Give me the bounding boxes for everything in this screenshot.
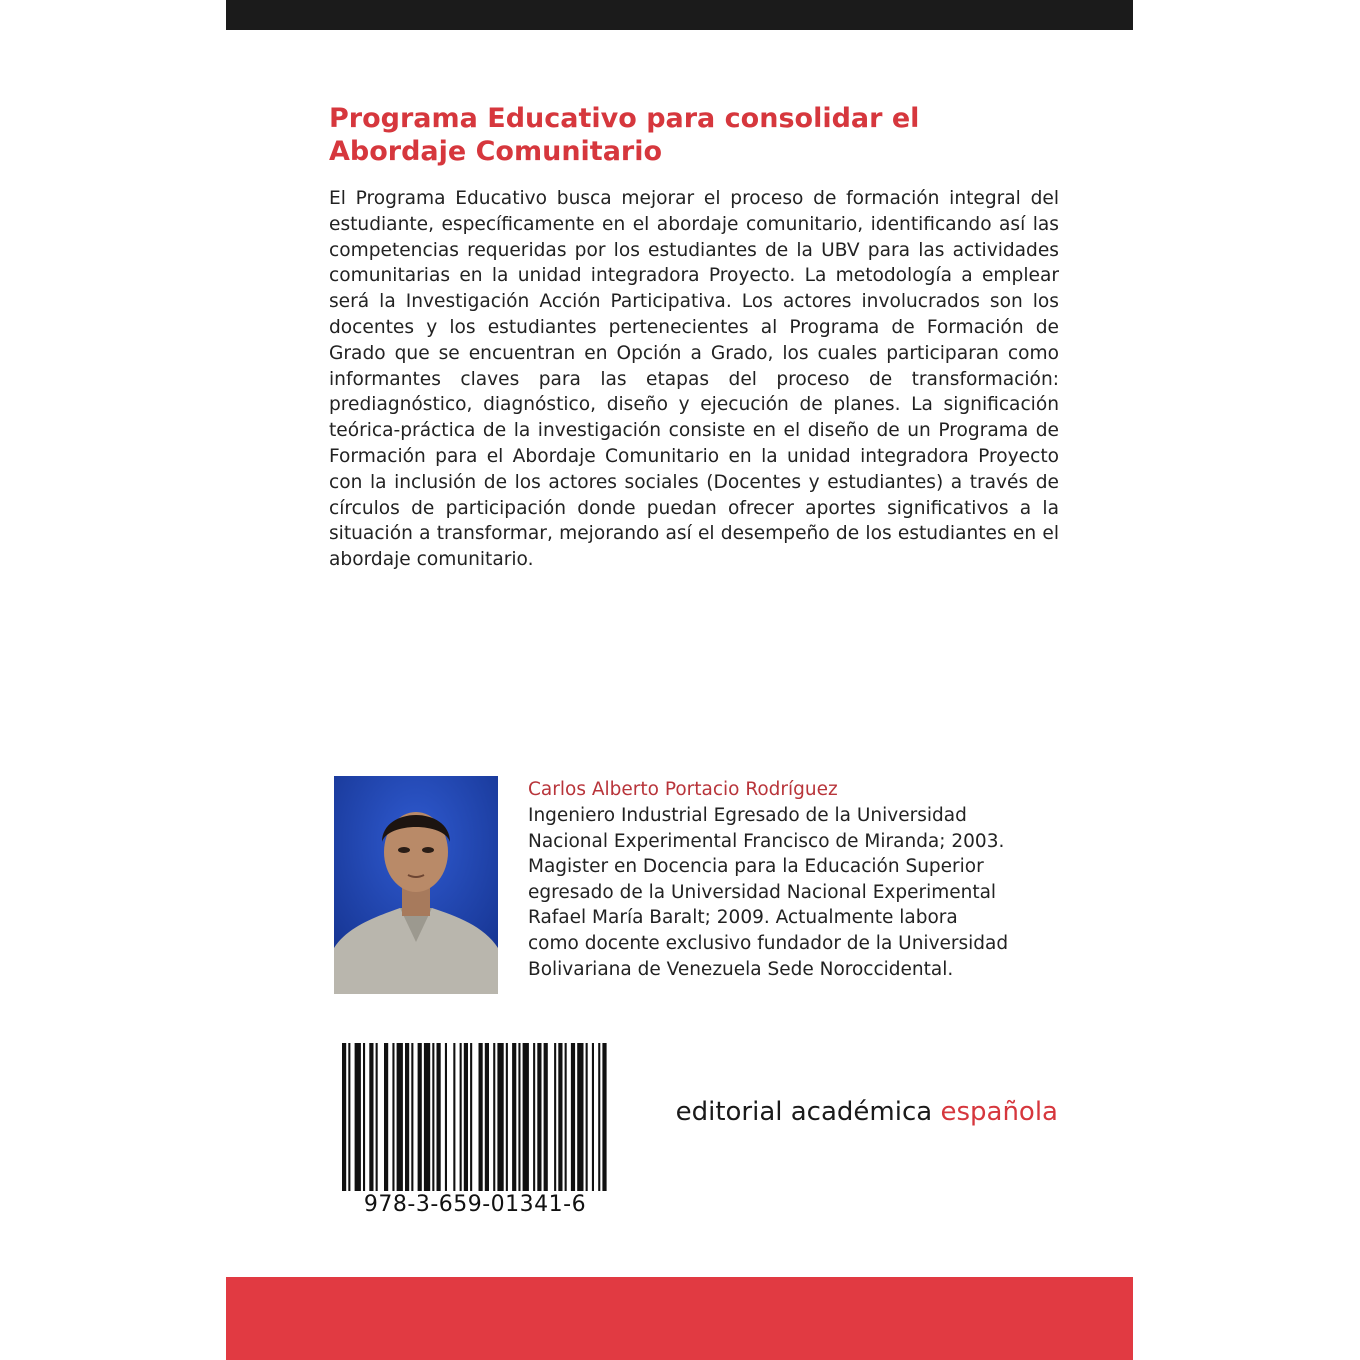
barcode-bar <box>405 1043 409 1191</box>
barcode-bar <box>445 1043 447 1191</box>
barcode-bar <box>418 1043 422 1191</box>
barcode-bar <box>537 1043 541 1191</box>
barcode-bar <box>602 1043 606 1191</box>
barcode-bar <box>437 1043 441 1191</box>
barcode-bar <box>558 1043 562 1191</box>
barcode-bar <box>355 1043 361 1191</box>
isbn-number: 978-3-659-01341-6 <box>363 1192 587 1217</box>
barcode-bar <box>554 1043 556 1191</box>
author-name: Carlos Alberto Portacio Rodríguez <box>528 779 838 800</box>
publisher-logo <box>662 1094 1058 1130</box>
barcode-bar <box>565 1043 567 1191</box>
barcode-bar <box>453 1043 455 1191</box>
barcode-bar <box>586 1043 588 1191</box>
barcode-bar <box>577 1043 583 1191</box>
book-title <box>329 102 1069 168</box>
barcode-bar <box>523 1043 529 1191</box>
barcode-bar <box>384 1043 388 1191</box>
barcode-bar <box>392 1043 394 1191</box>
barcode-bar <box>479 1043 483 1191</box>
barcode-bar <box>342 1043 346 1191</box>
barcode-bar <box>493 1043 495 1191</box>
author-bio-line: Rafael María Baralt; 2009. Actualmente labora <box>528 907 958 929</box>
barcode-bar <box>598 1043 600 1191</box>
barcode-bar <box>592 1043 594 1191</box>
book-description: El Programa Educativo busca mejorar el proceso de formación integral del estudiante, específicamente en el abordaje comunitario, identificando así las competencias requeridas por los estudiantes de la UBV para las actividades comunitarias en la unidad integradora Proyecto. La metodología a emplear será la Investigación Acción Participativa. Los actores involucrados son los docentes y los estudiantes pertenecientes al Programa de Formación de Grado que se encuentran en Opción a Grado, los cuales participaran como informantes claves para las etapas del proceso de transformación: prediagnóstico, diagnóstico, diseño y ejecución de planes. La significación teórica-práctica de la investigación consiste en el diseño de un Programa de Formación para el Abordaje Comunitario en la unidad integradora Proyecto con la inclusión de los actores sociales (Docentes y estudiantes) a través de círculos de participación donde puedan ofrecer aportes significativos a la situación a transformar, mejorando así el desempeño de los estudiantes en el abordaje comunitario. <box>329 188 1059 571</box>
author-bio-line: Ingeniero Industrial Egresado de la Universidad <box>528 805 967 826</box>
barcode-bar <box>460 1043 462 1191</box>
barcode-bar <box>464 1043 468 1191</box>
barcode-bar <box>470 1043 472 1191</box>
top-band <box>226 0 1133 30</box>
barcode-bar <box>348 1043 350 1191</box>
barcode-bar <box>506 1043 508 1191</box>
author-bio-line: egresado de la Universidad Nacional Experimental <box>528 881 997 903</box>
isbn-barcode <box>342 1043 608 1191</box>
book-back-cover <box>226 0 1133 1360</box>
book-title-line-1: Programa Educativo para consolidar el <box>329 103 920 134</box>
author-bio-line: Nacional Experimental Francisco de Miranda; 2003. <box>528 830 1005 852</box>
publisher-name-part: editorial académica <box>675 1097 941 1127</box>
barcode-bar <box>369 1043 373 1191</box>
publisher-name-accent: española <box>940 1097 1058 1127</box>
barcode-bar <box>512 1043 516 1191</box>
barcode-bar <box>485 1043 489 1191</box>
barcode-bar <box>533 1043 535 1191</box>
barcode-bar <box>376 1043 378 1191</box>
barcode-bar <box>518 1043 520 1191</box>
author-bio <box>528 803 1068 982</box>
barcode-bar <box>397 1043 403 1191</box>
barcode-bar <box>424 1043 430 1191</box>
author-bio-line: como docente exclusivo fundador de la Universidad <box>528 932 1009 954</box>
barcode-bar <box>411 1043 413 1191</box>
barcode-bar <box>363 1043 365 1191</box>
barcode-bar <box>544 1043 548 1191</box>
book-title-line-2: Abordaje Comunitario <box>329 136 663 167</box>
barcode-bar <box>432 1043 434 1191</box>
bottom-band <box>226 1277 1133 1360</box>
barcode-bar <box>571 1043 575 1191</box>
author-bio-line: Magister en Docencia para la Educación Superior <box>528 856 984 878</box>
barcode-bar <box>497 1043 503 1191</box>
author-photo <box>334 776 498 994</box>
author-bio-line: Bolivariana de Venezuela Sede Noroccidental. <box>528 958 954 980</box>
